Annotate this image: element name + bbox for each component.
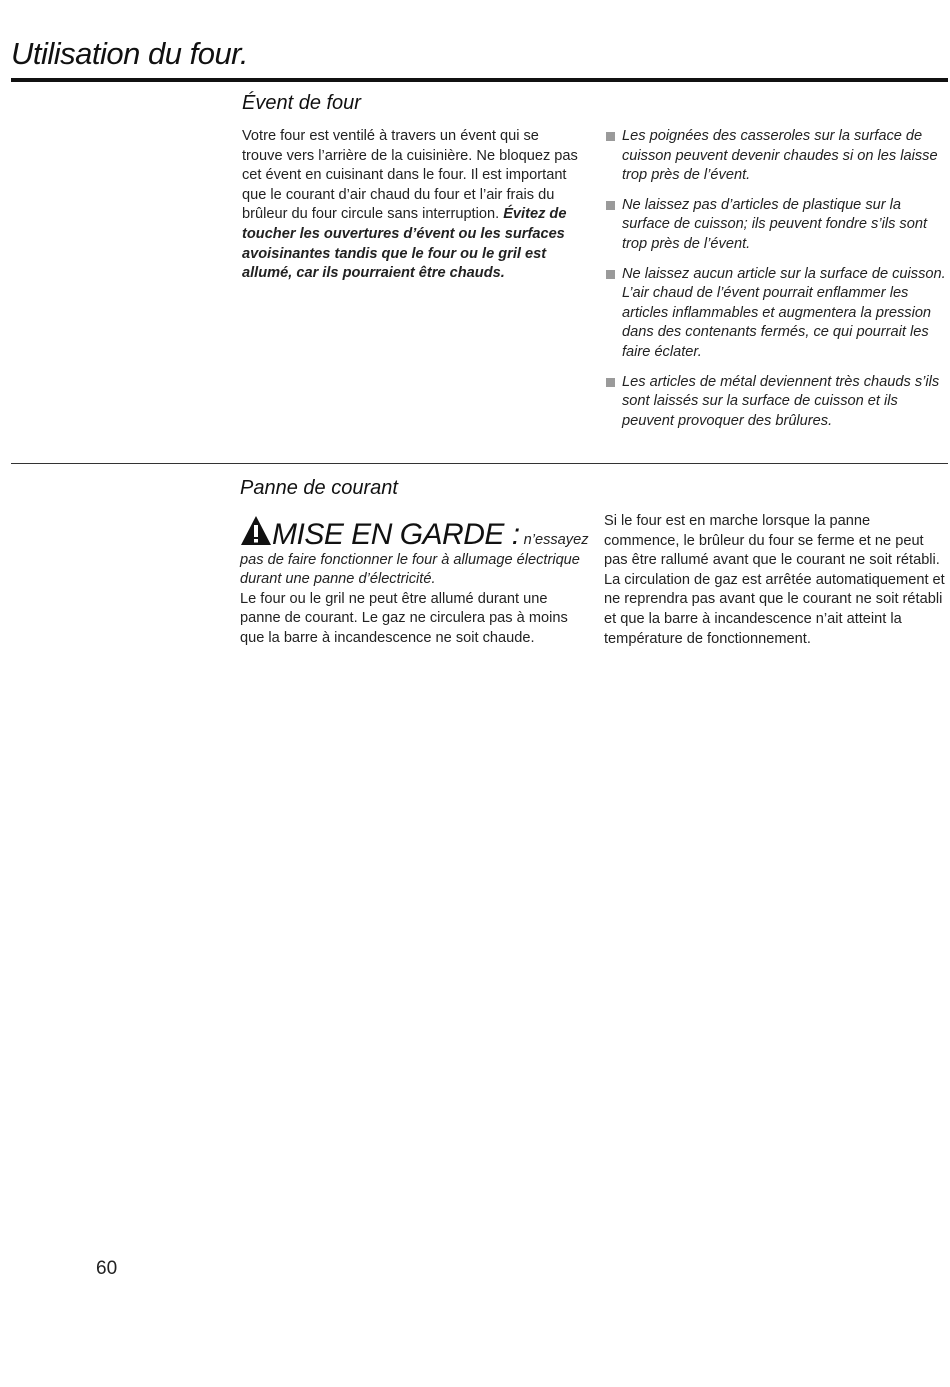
square-bullet-icon: [606, 132, 615, 141]
caution-title: MISE EN GARDE :: [272, 518, 520, 551]
list-item: [606, 127, 946, 186]
caution-lead-text: n’essayez: [519, 532, 589, 548]
title-divider: [11, 78, 948, 82]
vent-paragraph-warning: Évitez de toucher les ouvertures d’évent ou les surfaces avoisinantes tandis que le four ou le gril est allumé, car ils pourraient être chauds.: [242, 206, 567, 282]
caution-text: pas de faire fonctionner le four à allumage électrique durant une panne d’électricité.: [240, 551, 580, 588]
page-number: 60: [96, 1258, 118, 1279]
vent-paragraph-text: Votre four est ventilé à travers un évent qui se trouve vers l’arrière de la cuisinière. Ne bloquez pas cet évent en cuisinant dans le four. Il est important que le courant d’air chaud du four et l’air frais du brûleur du four circule sans interruption.: [242, 128, 578, 223]
vent-paragraph: [242, 127, 582, 284]
caution-block: [240, 515, 589, 649]
bullet-text: Les poignées des casseroles sur la surface de cuisson peuvent devenir chaudes si on les laisse trop près de l’évent.: [622, 128, 938, 184]
vent-bullet-list: [606, 127, 946, 441]
caution-title-line: [240, 515, 589, 551]
warning-triangle-icon: [240, 515, 272, 547]
vent-section-heading: Évent de four: [242, 92, 361, 114]
bullet-text: Ne laissez pas d’articles de plastique sur la surface de cuisson; ils peuvent fondre s’ils sont trop près de l’évent.: [622, 196, 928, 252]
square-bullet-icon: [606, 378, 615, 387]
square-bullet-icon: [606, 201, 615, 210]
power-left-paragraph: Le four ou le gril ne peut être allumé durant une panne de courant. Le gaz ne circulera pas à moins que la barre à incandescence ne soit chaude.: [240, 590, 568, 646]
list-item: [606, 373, 946, 432]
list-item: [606, 196, 946, 255]
power-right-paragraph: Si le four est en marche lorsque la panne commence, le brûleur du four se ferme et ne peut pas être rallumé avant que le courant ne soit rétabli. La circulation de gaz est arrêtée automatiquement et ne reprendra pas avant que le courant ne soit rétabli et que la barre à incandescence n’ait atteint la température de fonctionnement.: [604, 513, 945, 647]
bullet-text: Les articles de métal deviennent très chauds s’ils sont laissés sur la surface de cuisson et ils peuvent provoquer des brûlures.: [622, 373, 940, 429]
bullet-text: Ne laissez aucun article sur la surface de cuisson. L’air chaud de l’évent pourrait enflammer les articles inflammables et augmentera la pression dans des contenants fermés, ce qui pourrait les faire éclater.: [622, 265, 946, 360]
section-divider: [11, 463, 948, 464]
square-bullet-icon: [606, 270, 615, 279]
page-title: Utilisation du four.: [11, 36, 248, 71]
list-item: [606, 265, 946, 363]
power-section-heading: Panne de courant: [240, 477, 398, 499]
